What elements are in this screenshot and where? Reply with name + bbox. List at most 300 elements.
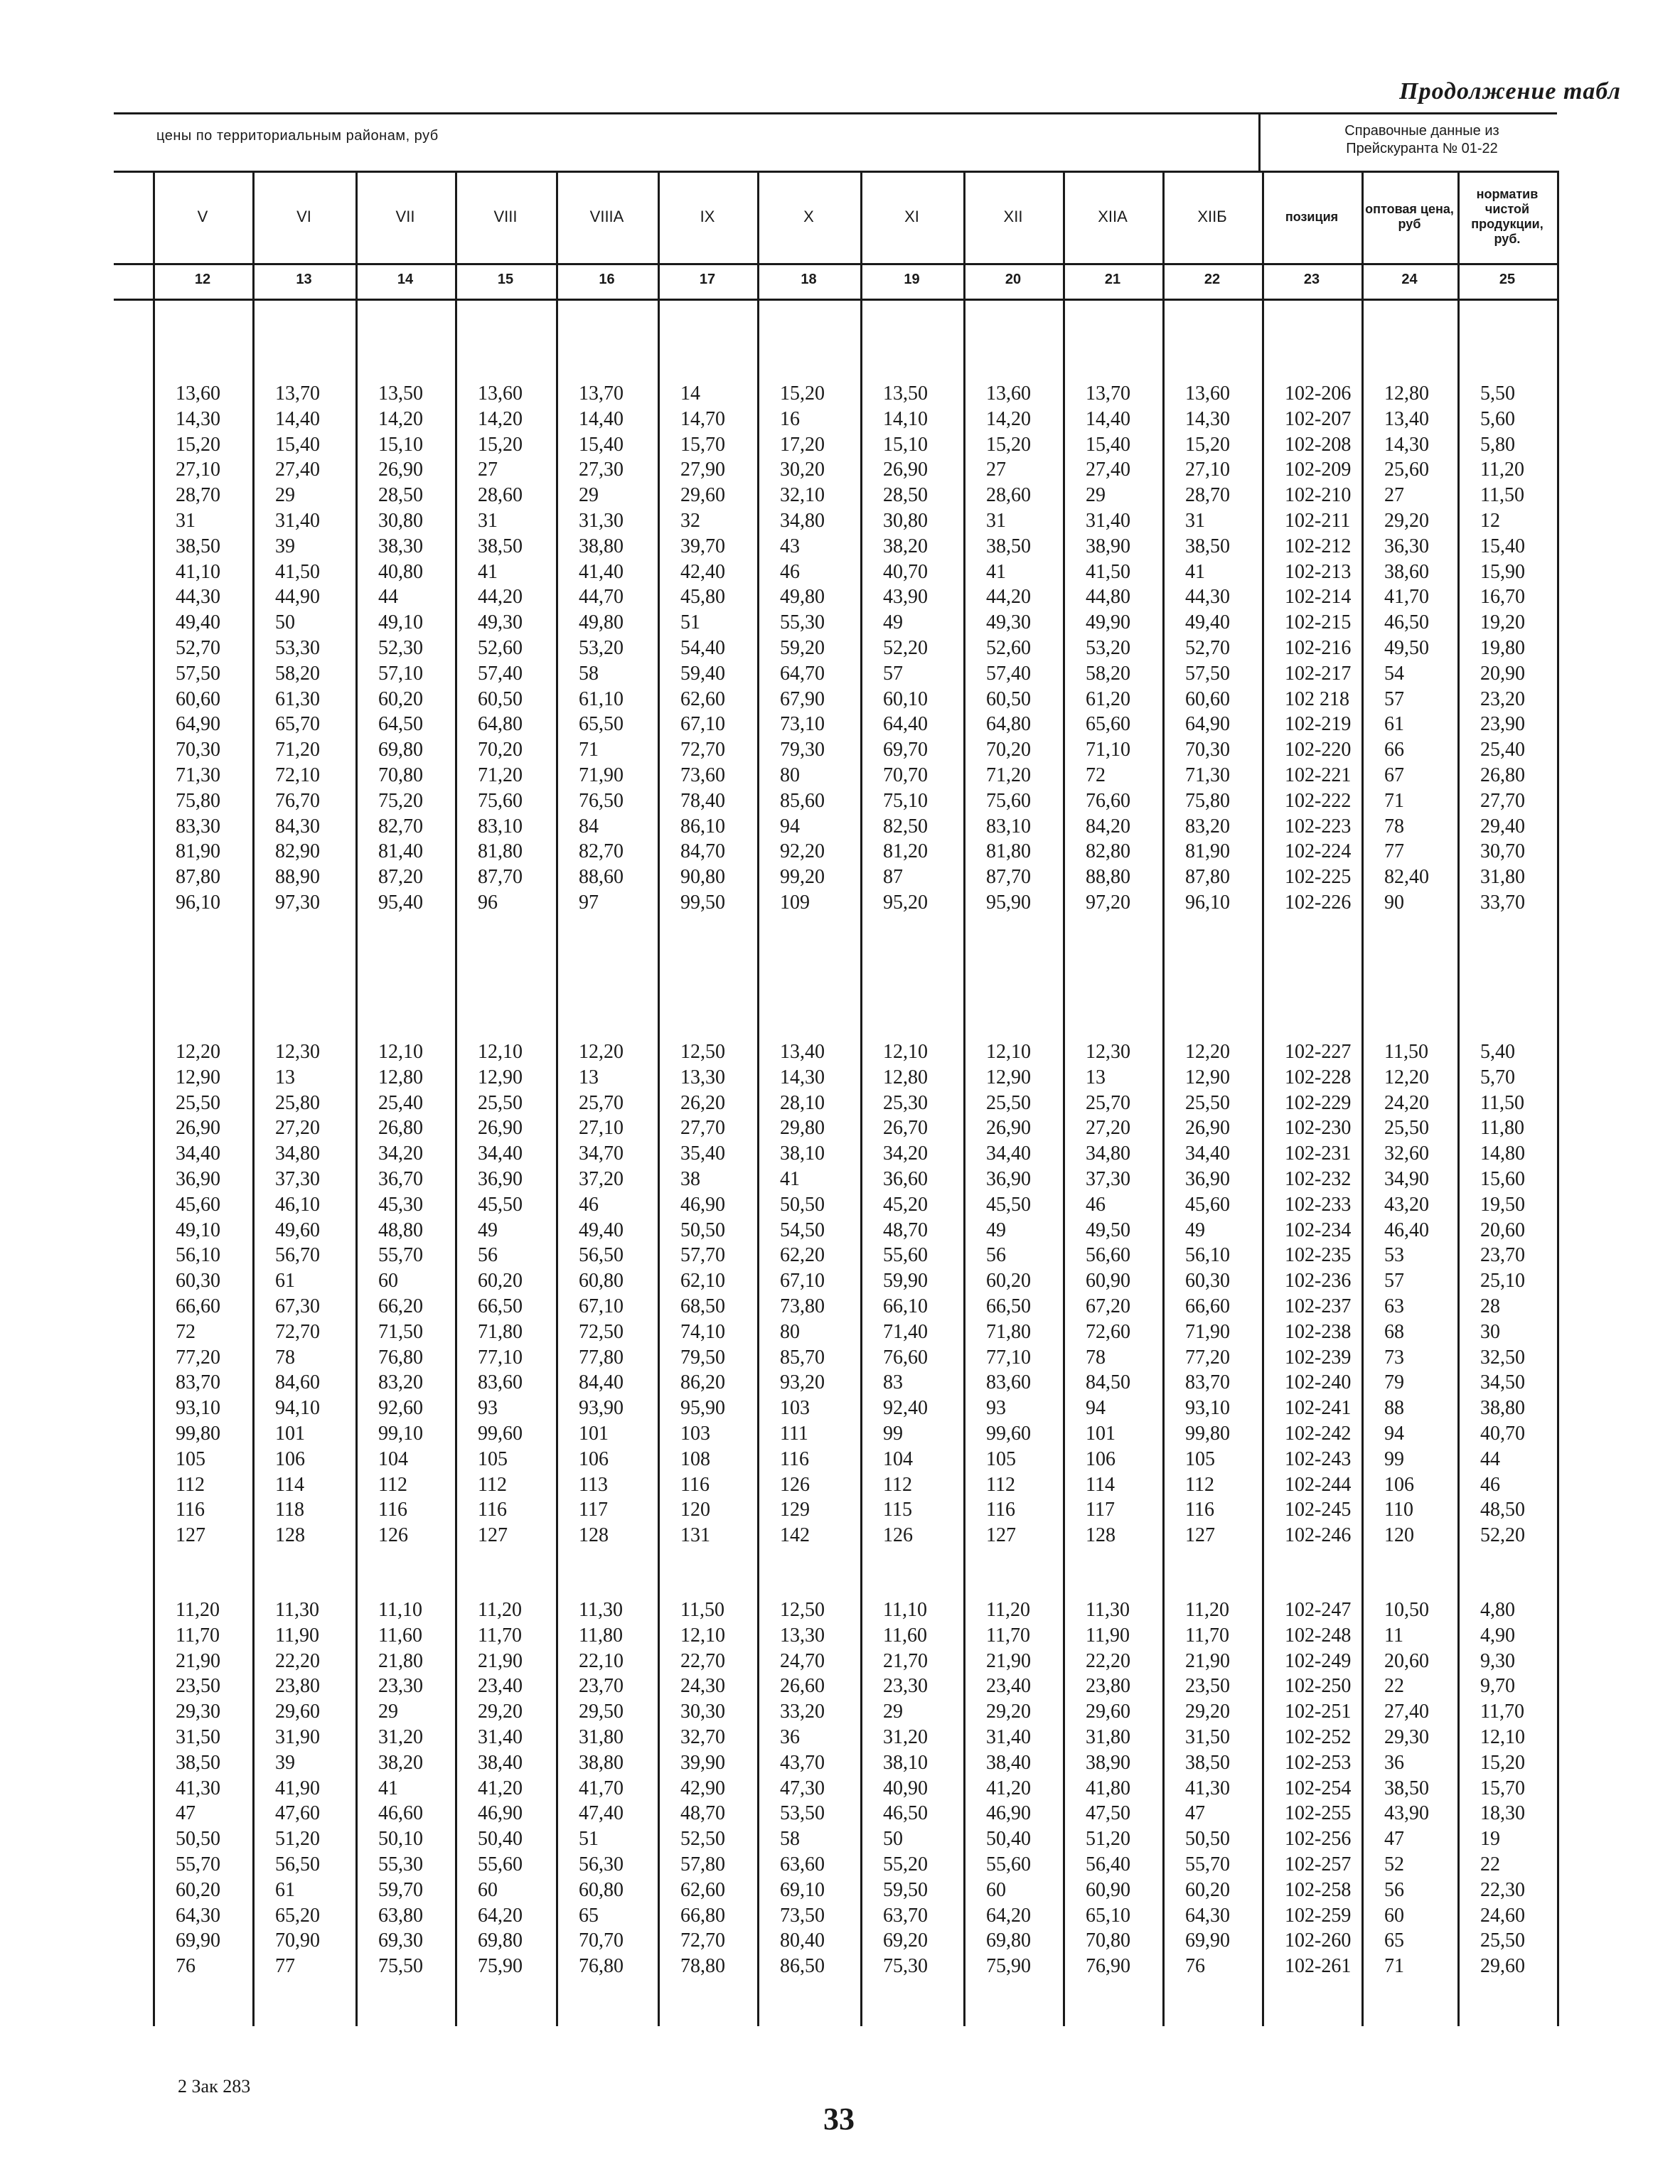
zone-price-cell: 53,30 xyxy=(275,637,320,659)
zone-price-cell: 12,10 xyxy=(680,1624,725,1647)
zone-price-cell: 25,50 xyxy=(478,1091,523,1114)
zone-price-cell: 55,60 xyxy=(883,1244,928,1267)
zone-price-cell: 83,10 xyxy=(478,815,523,837)
zone-price-cell: 24,70 xyxy=(780,1649,825,1672)
zone-price-cell: 13,30 xyxy=(680,1066,725,1088)
zone-price-cell: 103 xyxy=(680,1423,710,1445)
zone-price-cell: 62,20 xyxy=(780,1244,825,1267)
zone-price-cell: 11,20 xyxy=(986,1599,1030,1621)
zone-price-cell: 12,10 xyxy=(378,1041,423,1063)
zone-price-cell: 11,70 xyxy=(478,1624,522,1647)
zone-price-cell: 113 xyxy=(579,1473,608,1496)
net-product-norm-cell: 38,80 xyxy=(1480,1397,1525,1420)
zone-price-cell: 23,40 xyxy=(986,1675,1031,1698)
zone-price-cell: 83,70 xyxy=(1185,1371,1230,1394)
zone-price-cell: 62,60 xyxy=(680,687,725,710)
zone-price-cell: 116 xyxy=(378,1499,407,1521)
zone-price-cell: 38,80 xyxy=(579,535,624,557)
zone-price-cell: 46,90 xyxy=(986,1802,1031,1825)
column-number: 22 xyxy=(1204,272,1221,287)
zone-price-cell: 34,40 xyxy=(986,1142,1031,1165)
zone-price-cell: 49 xyxy=(986,1219,1006,1241)
zone-price-cell: 25,80 xyxy=(275,1091,320,1114)
position-cell: 102-257 xyxy=(1285,1853,1352,1875)
zone-price-cell: 66,60 xyxy=(176,1295,220,1317)
position-cell: 102-251 xyxy=(1285,1701,1352,1723)
zone-price-cell: 104 xyxy=(378,1447,408,1470)
column-number: 15 xyxy=(497,272,514,287)
zone-header: VII xyxy=(395,208,415,225)
zone-price-cell: 12,20 xyxy=(176,1041,220,1063)
zone-price-cell: 57,50 xyxy=(1185,662,1230,685)
zone-price-cell: 71,30 xyxy=(176,764,220,786)
zone-price-cell: 12,30 xyxy=(1086,1041,1130,1063)
zone-price-cell: 32,70 xyxy=(680,1726,725,1748)
zone-price-cell: 83,20 xyxy=(1185,815,1230,837)
zone-price-cell: 38,20 xyxy=(883,535,928,557)
zone-price-cell: 61,30 xyxy=(275,687,320,710)
zone-price-cell: 34,40 xyxy=(1185,1142,1230,1165)
zone-price-cell: 41 xyxy=(378,1777,398,1799)
zone-price-cell: 116 xyxy=(680,1473,710,1496)
zone-price-cell: 25,70 xyxy=(579,1091,624,1114)
zone-price-cell: 142 xyxy=(780,1524,810,1547)
zone-price-cell: 81,20 xyxy=(883,840,928,863)
zone-price-cell: 82,80 xyxy=(1086,840,1130,863)
zone-price-cell: 29 xyxy=(579,484,599,507)
zone-price-cell: 49,30 xyxy=(986,611,1031,634)
zone-price-cell: 76,80 xyxy=(579,1955,624,1978)
zone-price-cell: 83,10 xyxy=(986,815,1031,837)
zone-price-cell: 31,40 xyxy=(986,1726,1031,1748)
net-product-norm-cell: 12,10 xyxy=(1480,1726,1525,1748)
zone-price-cell: 69,10 xyxy=(780,1878,825,1901)
zone-price-cell: 56,50 xyxy=(579,1244,624,1267)
zone-price-cell: 49,10 xyxy=(176,1219,220,1241)
zone-price-cell: 22,20 xyxy=(1086,1649,1130,1672)
net-product-norm-cell: 34,50 xyxy=(1480,1371,1525,1394)
zone-price-cell: 61,20 xyxy=(1086,687,1130,710)
wholesale-price-cell: 11 xyxy=(1384,1624,1403,1647)
zone-price-cell: 112 xyxy=(1185,1473,1214,1496)
column-number: 21 xyxy=(1104,272,1121,287)
zone-price-cell: 29,50 xyxy=(579,1701,624,1723)
zone-price-cell: 12,30 xyxy=(275,1041,320,1063)
zone-price-cell: 36,90 xyxy=(986,1168,1031,1190)
zone-price-cell: 15,20 xyxy=(986,433,1031,456)
wholesale-price-cell: 22 xyxy=(1384,1675,1404,1698)
zone-price-cell: 126 xyxy=(378,1524,408,1547)
zone-price-cell: 56,50 xyxy=(275,1853,320,1875)
net-product-norm-cell: 31,80 xyxy=(1480,866,1525,889)
zone-price-cell: 44,70 xyxy=(579,586,624,609)
wholesale-price-cell: 49,50 xyxy=(1384,637,1429,659)
zone-price-cell: 73,10 xyxy=(780,713,825,736)
position-cell: 102-222 xyxy=(1285,789,1352,812)
zone-price-cell: 25,70 xyxy=(1086,1091,1130,1114)
wholesale-price-cell: 82,40 xyxy=(1384,866,1429,889)
zone-price-cell: 23,30 xyxy=(378,1675,423,1698)
zone-price-cell: 39,90 xyxy=(680,1751,725,1774)
column-number: 24 xyxy=(1401,272,1418,287)
zone-price-cell: 81,80 xyxy=(986,840,1031,863)
zone-price-cell: 56,10 xyxy=(176,1244,220,1267)
zone-price-cell: 46 xyxy=(1086,1193,1106,1216)
zone-price-cell: 31,40 xyxy=(478,1726,523,1748)
zone-price-cell: 50,50 xyxy=(680,1219,725,1241)
zone-price-cell: 41 xyxy=(1185,560,1205,583)
net-product-norm-cell: 46 xyxy=(1480,1473,1500,1496)
zone-price-cell: 127 xyxy=(986,1524,1016,1547)
zone-price-cell: 70,30 xyxy=(1185,739,1230,761)
zone-price-cell: 13,50 xyxy=(883,382,928,405)
zone-price-cell: 66,50 xyxy=(478,1295,523,1317)
zone-header: IX xyxy=(700,208,715,225)
zone-price-cell: 86,10 xyxy=(680,815,725,837)
zone-price-cell: 38,40 xyxy=(478,1751,523,1774)
zone-price-cell: 49,50 xyxy=(1086,1219,1130,1241)
zone-price-cell: 26,90 xyxy=(883,459,928,481)
wholesale-price-cell: 52 xyxy=(1384,1853,1404,1875)
zone-price-cell: 64,20 xyxy=(986,1904,1031,1927)
net-product-norm-cell: 19 xyxy=(1480,1828,1500,1851)
zone-price-cell: 12,90 xyxy=(1185,1066,1230,1088)
zone-price-cell: 83,20 xyxy=(378,1371,423,1394)
zone-price-cell: 96 xyxy=(478,892,498,914)
zone-price-cell: 99,80 xyxy=(1185,1423,1230,1445)
zone-price-cell: 32,10 xyxy=(780,484,825,507)
zone-price-cell: 11,60 xyxy=(378,1624,422,1647)
zone-price-cell: 41 xyxy=(780,1168,800,1190)
zone-price-cell: 38,50 xyxy=(986,535,1031,557)
zone-price-cell: 57 xyxy=(883,662,903,685)
wholesale-price-cell: 120 xyxy=(1384,1524,1414,1547)
zone-price-cell: 59,20 xyxy=(780,637,825,659)
net-product-norm-cell: 11,70 xyxy=(1480,1701,1524,1723)
zone-price-cell: 55,30 xyxy=(780,611,825,634)
zone-price-cell: 99,80 xyxy=(176,1423,220,1445)
wholesale-price-cell: 106 xyxy=(1384,1473,1414,1496)
zone-price-cell: 62,60 xyxy=(680,1878,725,1901)
wholesale-price-cell: 56 xyxy=(1384,1878,1404,1901)
zone-price-cell: 27,70 xyxy=(680,1117,725,1140)
wholesale-price-cell: 12,80 xyxy=(1384,382,1429,405)
zone-price-cell: 75,60 xyxy=(478,789,523,812)
zone-price-cell: 36 xyxy=(780,1726,800,1748)
zone-price-cell: 62,10 xyxy=(680,1270,725,1292)
zone-price-cell: 11,20 xyxy=(176,1599,220,1621)
zone-price-cell: 116 xyxy=(478,1499,507,1521)
zone-price-cell: 28,70 xyxy=(1185,484,1230,507)
column-number: 18 xyxy=(801,272,817,287)
zone-price-cell: 49 xyxy=(1185,1219,1205,1241)
zone-price-cell: 59,50 xyxy=(883,1878,928,1901)
zone-price-cell: 11,30 xyxy=(1086,1599,1130,1621)
zone-price-cell: 72,70 xyxy=(680,1929,725,1952)
zone-price-cell: 69,90 xyxy=(176,1929,220,1952)
zone-price-cell: 69,80 xyxy=(378,739,423,761)
zone-price-cell: 41,10 xyxy=(176,560,220,583)
zone-price-cell: 44,30 xyxy=(1185,586,1230,609)
zone-price-cell: 15,10 xyxy=(883,433,928,456)
column-number: 25 xyxy=(1499,272,1516,287)
net-product-norm-cell: 12 xyxy=(1480,510,1500,532)
wholesale-price-cell: 14,30 xyxy=(1384,433,1429,456)
zone-price-cell: 60,80 xyxy=(579,1270,624,1292)
zone-price-cell: 46 xyxy=(579,1193,599,1216)
zone-price-cell: 52,70 xyxy=(1185,637,1230,659)
position-cell: 102-211 xyxy=(1285,510,1351,532)
zone-price-cell: 57,10 xyxy=(378,662,423,685)
net-product-norm-cell: 26,80 xyxy=(1480,764,1525,786)
zone-price-cell: 81,90 xyxy=(176,840,220,863)
wholesale-price-cell: 61 xyxy=(1384,713,1404,736)
zone-price-cell: 111 xyxy=(780,1423,808,1445)
zone-price-cell: 51,20 xyxy=(275,1828,320,1851)
zone-price-cell: 49,80 xyxy=(780,586,825,609)
wholesale-price-cell: 29,20 xyxy=(1384,510,1429,532)
zone-price-cell: 23,50 xyxy=(176,1675,220,1698)
position-cell: 102 218 xyxy=(1285,687,1349,710)
position-cell: 102-236 xyxy=(1285,1270,1352,1292)
zone-price-cell: 93,10 xyxy=(176,1397,220,1420)
column-number: 20 xyxy=(1005,272,1022,287)
zone-price-cell: 27,40 xyxy=(275,459,320,481)
zone-price-cell: 112 xyxy=(478,1473,507,1496)
zone-price-cell: 75,10 xyxy=(883,789,928,812)
zone-price-cell: 47,50 xyxy=(1086,1802,1130,1825)
zone-price-cell: 11,20 xyxy=(478,1599,522,1621)
zone-price-cell: 31 xyxy=(986,510,1006,532)
zone-price-cell: 92,20 xyxy=(780,840,825,863)
zone-price-cell: 55,60 xyxy=(478,1853,523,1875)
zone-price-cell: 29,20 xyxy=(986,1701,1031,1723)
zone-price-cell: 64,40 xyxy=(883,713,928,736)
column-number: 23 xyxy=(1303,272,1320,287)
zone-price-cell: 77 xyxy=(275,1955,295,1978)
zone-price-cell: 46,90 xyxy=(680,1193,725,1216)
reference-header: оптовая цена, руб xyxy=(1365,202,1454,231)
zone-price-cell: 76 xyxy=(176,1955,196,1978)
position-cell: 102-235 xyxy=(1285,1244,1352,1267)
zone-price-cell: 11,10 xyxy=(378,1599,422,1621)
zone-price-cell: 28,50 xyxy=(883,484,928,507)
zone-price-cell: 12,50 xyxy=(780,1599,825,1621)
zone-price-cell: 21,90 xyxy=(1185,1649,1230,1672)
net-product-norm-cell: 48,50 xyxy=(1480,1499,1525,1521)
zone-price-cell: 129 xyxy=(780,1499,810,1521)
zone-price-cell: 59,90 xyxy=(883,1270,928,1292)
zone-price-cell: 45,30 xyxy=(378,1193,423,1216)
zone-price-cell: 53,50 xyxy=(780,1802,825,1825)
zone-price-cell: 38,10 xyxy=(883,1751,928,1774)
zone-price-cell: 70,70 xyxy=(883,764,928,786)
wholesale-price-cell: 36 xyxy=(1384,1751,1404,1774)
zone-price-cell: 23,80 xyxy=(275,1675,320,1698)
zone-price-cell: 60,20 xyxy=(176,1878,220,1901)
zone-price-cell: 49,40 xyxy=(176,611,220,634)
zone-price-cell: 52,60 xyxy=(986,637,1031,659)
zone-price-cell: 49 xyxy=(883,611,903,634)
zone-price-cell: 83,30 xyxy=(176,815,220,837)
zone-price-cell: 55,70 xyxy=(176,1853,220,1875)
zone-price-cell: 27 xyxy=(478,459,498,481)
position-cell: 102-259 xyxy=(1285,1904,1352,1927)
rule-numbers-bottom xyxy=(114,299,1557,301)
zone-price-cell: 27,20 xyxy=(275,1117,320,1140)
zone-price-cell: 14,40 xyxy=(275,407,320,430)
zone-price-cell: 87,70 xyxy=(478,866,523,889)
zone-price-cell: 36,70 xyxy=(378,1168,423,1190)
wholesale-price-cell: 67 xyxy=(1384,764,1404,786)
zone-price-cell: 14,70 xyxy=(680,407,725,430)
zone-price-cell: 63,70 xyxy=(883,1904,928,1927)
zone-price-cell: 11,90 xyxy=(275,1624,319,1647)
net-product-norm-cell: 33,70 xyxy=(1480,892,1525,914)
zone-price-cell: 97,20 xyxy=(1086,892,1130,914)
zone-price-cell: 60,20 xyxy=(986,1270,1031,1292)
zone-price-cell: 64,70 xyxy=(780,662,825,685)
zone-price-cell: 77,20 xyxy=(1185,1346,1230,1369)
zone-price-cell: 93,90 xyxy=(579,1397,624,1420)
zone-price-cell: 27,90 xyxy=(680,459,725,481)
zone-price-cell: 82,50 xyxy=(883,815,928,837)
zone-price-cell: 40,90 xyxy=(883,1777,928,1799)
net-product-norm-cell: 20,90 xyxy=(1480,662,1525,685)
zone-price-cell: 71,30 xyxy=(1185,764,1230,786)
zone-price-cell: 84,70 xyxy=(680,840,725,863)
zone-price-cell: 30,80 xyxy=(883,510,928,532)
reference-caption: Справочные данные из Прейскуранта № 01-22 xyxy=(1344,123,1499,156)
zone-price-cell: 112 xyxy=(986,1473,1015,1496)
zone-price-cell: 49,30 xyxy=(478,611,523,634)
zone-price-cell: 48,70 xyxy=(680,1802,725,1825)
zone-price-cell: 75,80 xyxy=(1185,789,1230,812)
zone-price-cell: 83,60 xyxy=(986,1371,1031,1394)
zone-price-cell: 41,20 xyxy=(986,1777,1031,1799)
net-product-norm-cell: 11,50 xyxy=(1480,1091,1524,1114)
zone-price-cell: 11,10 xyxy=(883,1599,927,1621)
page-number: 33 xyxy=(823,2102,855,2136)
position-cell: 102-248 xyxy=(1285,1624,1352,1647)
zone-price-cell: 108 xyxy=(680,1447,710,1470)
zone-price-cell: 66,80 xyxy=(680,1904,725,1927)
zone-price-cell: 31,50 xyxy=(1185,1726,1230,1748)
position-cell: 102-241 xyxy=(1285,1397,1352,1420)
net-product-norm-cell: 4,90 xyxy=(1480,1624,1515,1647)
zone-price-cell: 34,70 xyxy=(579,1142,624,1165)
zone-price-cell: 70,30 xyxy=(176,739,220,761)
zone-price-cell: 55,70 xyxy=(378,1244,423,1267)
wholesale-price-cell: 71 xyxy=(1384,789,1404,812)
zone-price-cell: 60,50 xyxy=(478,687,523,710)
zone-price-cell: 70,80 xyxy=(1086,1929,1130,1952)
reference-header: норматив чистой продукции, руб. xyxy=(1471,187,1543,246)
zone-price-cell: 45,60 xyxy=(1185,1193,1230,1216)
zone-price-cell: 60 xyxy=(378,1270,398,1292)
zone-price-cell: 69,80 xyxy=(986,1929,1031,1952)
zone-price-cell: 21,80 xyxy=(378,1649,423,1672)
zone-price-cell: 23,30 xyxy=(883,1675,928,1698)
wholesale-price-cell: 25,50 xyxy=(1384,1117,1429,1140)
zone-price-cell: 71,80 xyxy=(986,1320,1031,1343)
wholesale-price-cell: 68 xyxy=(1384,1320,1404,1343)
zone-price-cell: 82,90 xyxy=(275,840,320,863)
zone-price-cell: 22,10 xyxy=(579,1649,624,1672)
net-product-norm-cell: 23,70 xyxy=(1480,1244,1525,1267)
zone-price-cell: 50,50 xyxy=(1185,1828,1230,1851)
zone-price-cell: 31,80 xyxy=(1086,1726,1130,1748)
zone-price-cell: 29 xyxy=(1086,484,1106,507)
zone-price-cell: 55,60 xyxy=(986,1853,1031,1875)
zone-price-cell: 70,70 xyxy=(579,1929,624,1952)
zone-price-cell: 13,40 xyxy=(780,1041,825,1063)
zone-price-cell: 56,30 xyxy=(579,1853,624,1875)
position-cell: 102-253 xyxy=(1285,1751,1352,1774)
zone-price-cell: 42,90 xyxy=(680,1777,725,1799)
zone-price-cell: 30,30 xyxy=(680,1701,725,1723)
zone-price-cell: 69,20 xyxy=(883,1929,928,1952)
zone-price-cell: 28,50 xyxy=(378,484,423,507)
position-cell: 102-210 xyxy=(1285,484,1352,507)
zone-price-cell: 14,30 xyxy=(780,1066,825,1088)
zone-price-cell: 87,80 xyxy=(1185,866,1230,889)
column-number: 13 xyxy=(296,272,312,287)
zone-price-cell: 56,40 xyxy=(1086,1853,1130,1875)
position-cell: 102-255 xyxy=(1285,1802,1352,1825)
zone-price-cell: 37,30 xyxy=(1086,1168,1130,1190)
zone-price-cell: 106 xyxy=(275,1447,305,1470)
zone-price-cell: 38,20 xyxy=(378,1751,423,1774)
net-product-norm-cell: 25,10 xyxy=(1480,1270,1525,1292)
zone-price-cell: 76,80 xyxy=(378,1346,423,1369)
zone-price-cell: 24,30 xyxy=(680,1675,725,1698)
zone-price-cell: 41,70 xyxy=(579,1777,624,1799)
zone-price-cell: 94,10 xyxy=(275,1397,320,1420)
zone-price-cell: 31,30 xyxy=(579,510,624,532)
zone-price-cell: 46,60 xyxy=(378,1802,423,1825)
net-product-norm-cell: 15,60 xyxy=(1480,1168,1525,1190)
zone-price-cell: 85,60 xyxy=(780,789,825,812)
zone-price-cell: 96,10 xyxy=(1185,892,1230,914)
zone-price-cell: 55,30 xyxy=(378,1853,423,1875)
zone-price-cell: 76,70 xyxy=(275,789,320,812)
zone-price-cell: 77,10 xyxy=(986,1346,1031,1369)
zone-price-cell: 101 xyxy=(1086,1423,1115,1445)
zone-price-cell: 131 xyxy=(680,1524,710,1547)
zone-price-cell: 41,20 xyxy=(478,1777,523,1799)
column-rule xyxy=(1063,171,1065,2026)
net-product-norm-cell: 16,70 xyxy=(1480,586,1525,609)
zone-price-cell: 27,10 xyxy=(176,459,220,481)
net-product-norm-cell: 22 xyxy=(1480,1853,1500,1875)
zone-price-cell: 58 xyxy=(780,1828,800,1851)
zone-price-cell: 12,20 xyxy=(1185,1041,1230,1063)
zone-price-cell: 95,40 xyxy=(378,892,423,914)
wholesale-price-cell: 12,20 xyxy=(1384,1066,1429,1088)
position-cell: 102-237 xyxy=(1285,1295,1352,1317)
zone-price-cell: 59,70 xyxy=(378,1878,423,1901)
net-product-norm-cell: 5,50 xyxy=(1480,382,1515,405)
zone-price-cell: 38,50 xyxy=(1185,1751,1230,1774)
zone-price-cell: 38,80 xyxy=(579,1751,624,1774)
zone-price-cell: 128 xyxy=(275,1524,305,1547)
zone-price-cell: 34,20 xyxy=(883,1142,928,1165)
position-cell: 102-228 xyxy=(1285,1066,1352,1088)
column-rule xyxy=(757,171,759,2026)
net-product-norm-cell: 11,20 xyxy=(1480,459,1524,481)
zone-price-cell: 95,90 xyxy=(680,1397,725,1420)
